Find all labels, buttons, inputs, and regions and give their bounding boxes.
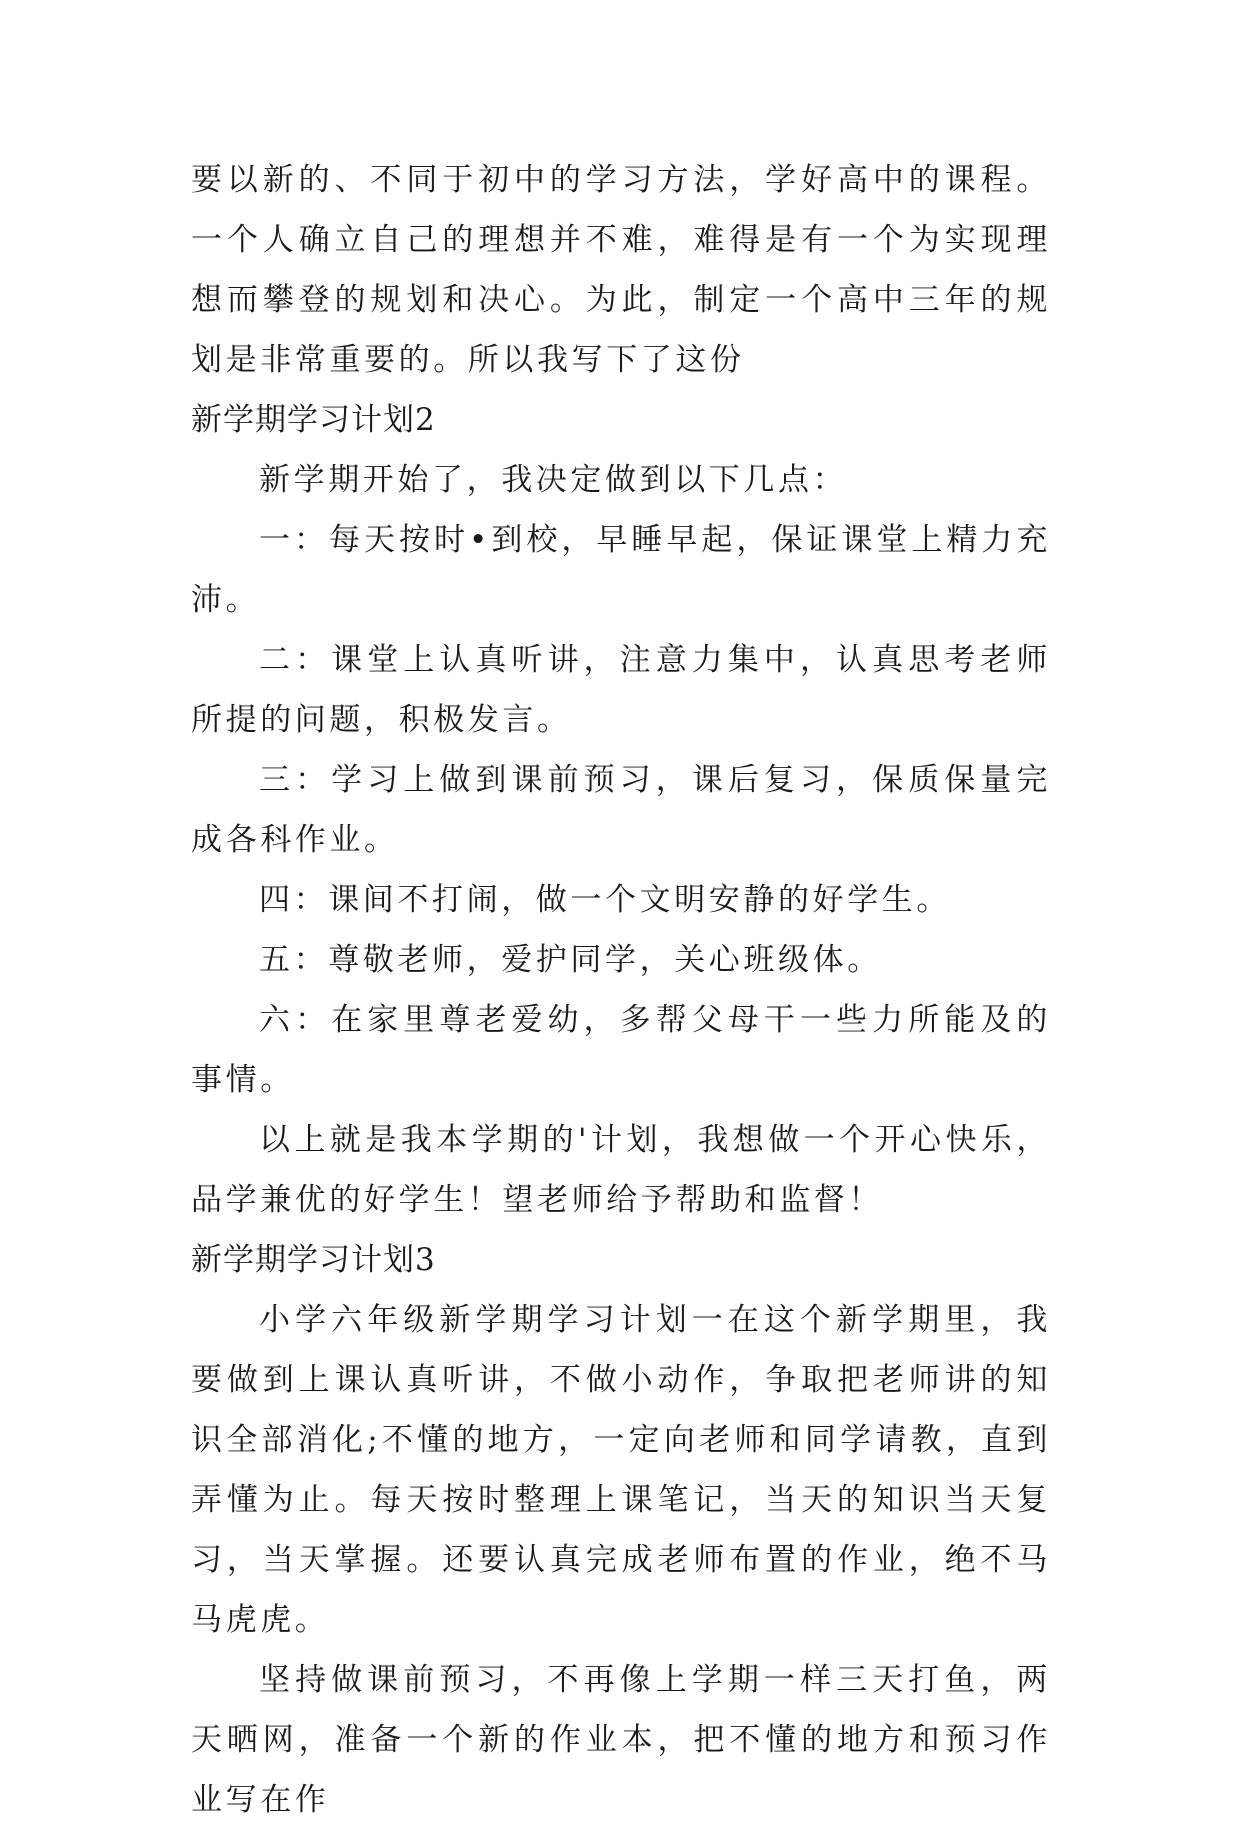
section2-paragraph: 一：每天按时•到校，早睡早起，保证课堂上精力充沛。	[191, 522, 1051, 618]
section-heading-2: 新学期学习计划2	[191, 402, 436, 438]
intro-paragraph: 要以新的、不同于初中的学习方法，学好高中的课程。一个人确立自己的理想并不难，难得是有一个为实现理想而攀登的规划和决心。为此，制定一个高中三年的规划是非常重要的。所以我写下了这份	[191, 162, 1051, 378]
section3-paragraph: 坚持做课前预习，不再像上学期一样三天打鱼，两天晒网，准备一个新的作业本，把不懂的地方和预习作业写在作	[191, 1662, 1051, 1818]
section2-paragraph: 以上就是我本学期的'计划，我想做一个开心快乐，品学兼优的好学生！望老师给予帮助和监督！	[191, 1122, 1051, 1218]
section2-paragraph: 四：课间不打闹，做一个文明安静的好学生。	[259, 882, 951, 918]
section2-paragraph: 新学期开始了，我决定做到以下几点：	[259, 462, 848, 498]
section2-paragraph: 三：学习上做到课前预习，课后复习，保质保量完成各科作业。	[191, 762, 1051, 858]
document-page	[191, 150, 1051, 1830]
section2-paragraph: 六：在家里尊老爱幼，多帮父母干一些力所能及的事情。	[191, 1002, 1051, 1098]
section2-paragraph: 五：尊敬老师，爱护同学，关心班级体。	[259, 942, 882, 978]
section2-paragraph: 二：课堂上认真听讲，注意力集中，认真思考老师所提的问题，积极发言。	[191, 642, 1051, 738]
section-heading-3: 新学期学习计划3	[191, 1242, 436, 1278]
section3-paragraph: 小学六年级新学期学习计划一在这个新学期里，我要做到上课认真听讲，不做小动作，争取把老师讲的知识全部消化;不懂的地方，一定向老师和同学请教，直到弄懂为止。每天按时整理上课笔记，当天的知识当天复习，当天掌握。还要认真完成老师布置的作业，绝不马马虎虎。	[191, 1302, 1051, 1638]
